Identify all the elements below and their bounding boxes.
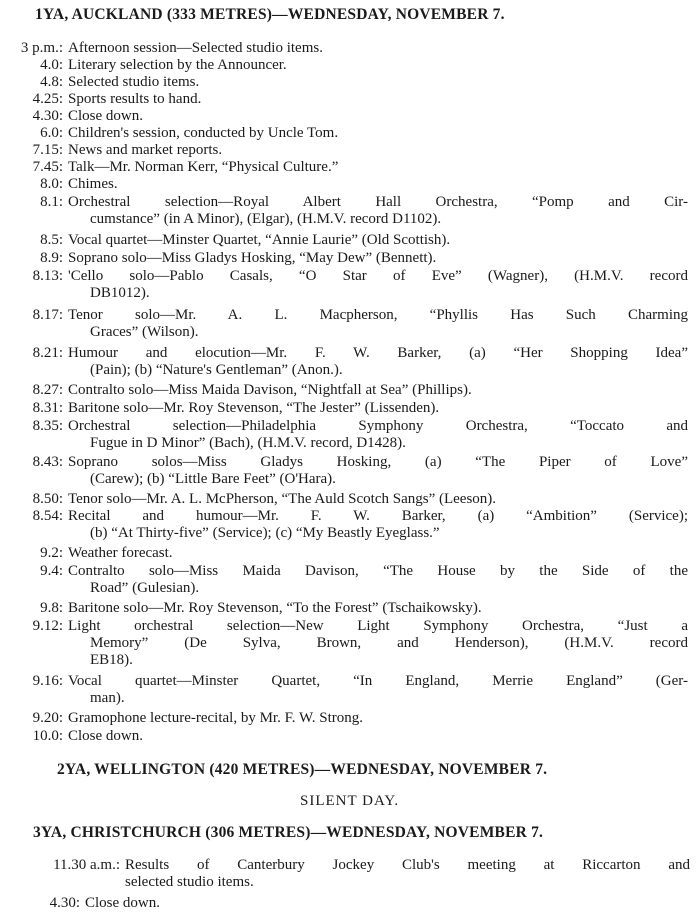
entry-time: 4.30: xyxy=(32,108,63,124)
entry-text: Talk—Mr. Norman Kerr, “Physical Culture.” xyxy=(68,159,339,175)
entry-text: Orchestral selection—Philadelphia Symphony Orchestra, “Toccato and Fugue in D Minor” (Bach), (H.M.V. record, D1428). xyxy=(68,418,688,451)
entry-time: 3 p.m.: xyxy=(20,40,63,56)
entry-text: Gramophone lecture-recital, by Mr. F. W. Strong. xyxy=(68,710,363,726)
entry-text: Afternoon session—Selected studio items. xyxy=(68,40,323,56)
entry-time: 8.21: xyxy=(32,345,63,361)
entry-time: 8.17: xyxy=(32,307,63,323)
station-heading-1ya: 1YA, AUCKLAND (333 METRES)—WEDNESDAY, NOVEMBER 7. xyxy=(35,6,505,23)
entry-text: Tenor solo—Mr. A. L. McPherson, “The Auld Scotch Sangs” (Leeson). xyxy=(68,491,497,507)
entry-text: Soprano solo—Miss Gladys Hosking, “May Dew” (Bennett). xyxy=(68,250,437,266)
entry-time: 10.0: xyxy=(32,728,63,744)
entry-time: 9.8: xyxy=(40,600,63,616)
entry-time: 7.45: xyxy=(32,159,63,175)
entry-text: Baritone solo—Mr. Roy Stevenson, “The Jester” (Lissenden). xyxy=(68,400,440,416)
entry-time: 4.8: xyxy=(40,74,63,90)
entry-text: 'Cello solo—Pablo Casals, “O Star of Eve” (Wagner), (H.M.V. record DB1012). xyxy=(68,268,688,301)
entry-text: Light orchestral selection—New Light Symphony Orchestra, “Just a Memory” (De Sylva, Brown, and Henderson), (H.M.V. record EB18). xyxy=(68,618,688,668)
silent-day-note: SILENT DAY. xyxy=(300,793,400,809)
entry-text: Vocal quartet—Minster Quartet, “In England, Merrie England” (Ger- man). xyxy=(68,673,688,706)
entry-time: 8.54: xyxy=(32,508,63,524)
entry-time: 4.25: xyxy=(32,91,63,107)
entry-time: 8.5: xyxy=(40,232,63,248)
entry-time: 6.0: xyxy=(40,125,63,141)
entry-time: 8.31: xyxy=(32,400,63,416)
entry-time: 8.9: xyxy=(40,250,63,266)
entry-text: Soprano solos—Miss Gladys Hosking, (a) “The Piper of Love” (Carew); (b) “Little Bare Feet” (O'Hara). xyxy=(68,454,688,487)
entry-text: Close down. xyxy=(68,108,143,124)
entry-time: 8.35: xyxy=(32,418,63,434)
entry-time: 4.0: xyxy=(40,57,63,73)
entry-time: 8.1: xyxy=(40,194,63,210)
entry-text: Literary selection by the Announcer. xyxy=(68,57,287,73)
entry-time: 9.2: xyxy=(40,545,63,561)
entry-text: Results of Canterbury Jockey Club's meeting at Riccarton and selected studio items. xyxy=(125,857,690,890)
entry-text: Weather forecast. xyxy=(68,545,173,561)
entry-text: Sports results to hand. xyxy=(68,91,202,107)
entry-text: Contralto solo—Miss Maida Davison, “The House by the Side of the Road” (Gulesian). xyxy=(68,563,688,596)
entry-text: Baritone solo—Mr. Roy Stevenson, “To the Forest” (Tschaikowsky). xyxy=(68,600,482,616)
entry-time: 8.50: xyxy=(32,491,63,507)
entry-time: 9.16: xyxy=(32,673,63,689)
entry-time: 9.12: xyxy=(32,618,63,634)
entry-text: News and market reports. xyxy=(68,142,223,158)
entry-text: Chimes. xyxy=(68,176,118,192)
entry-time: 4.30: xyxy=(49,895,80,911)
entry-text: Tenor solo—Mr. A. L. Macpherson, “Phyllis Has Such Charming Graces” (Wilson). xyxy=(68,307,688,340)
station-heading-2ya: 2YA, WELLINGTON (420 METRES)—WEDNESDAY, NOVEMBER 7. xyxy=(57,761,548,778)
entry-time: 9.20: xyxy=(32,710,63,726)
entry-text: Selected studio items. xyxy=(68,74,200,90)
entry-text: Close down. xyxy=(68,728,143,744)
entry-time: 7.15: xyxy=(32,142,63,158)
entry-time: 8.27: xyxy=(32,382,63,398)
entry-text: Close down. xyxy=(85,895,160,911)
entry-text: Orchestral selection—Royal Albert Hall Orchestra, “Pomp and Cir- cumstance” (in A Minor), (Elgar), (H.M.V. record D1102). xyxy=(68,194,688,227)
station-heading-3ya: 3YA, CHRISTCHURCH (306 METRES)—WEDNESDAY, NOVEMBER 7. xyxy=(33,824,544,841)
entry-time: 11.30 a.m.: xyxy=(53,857,120,873)
entry-time: 8.43: xyxy=(32,454,63,470)
entry-text: Vocal quartet—Minster Quartet, “Annie Laurie” (Old Scottish). xyxy=(68,232,451,248)
entry-text: Contralto solo—Miss Maida Davison, “Nightfall at Sea” (Phillips). xyxy=(68,382,472,398)
entry-text: Recital and humour—Mr. F. W. Barker, (a) “Ambition” (Service); (b) “At Thirty-five” (Service); (c) “My Beastly Eyeglass.” xyxy=(68,508,688,541)
entry-text: Children's session, conducted by Uncle Tom. xyxy=(68,125,339,141)
entry-time: 8.13: xyxy=(32,268,63,284)
entry-time: 8.0: xyxy=(40,176,63,192)
entry-time: 9.4: xyxy=(40,563,63,579)
entry-text: Humour and elocution—Mr. F. W. Barker, (a) “Her Shopping Idea” (Pain); (b) “Nature's Gentleman” (Anon.). xyxy=(68,345,688,378)
